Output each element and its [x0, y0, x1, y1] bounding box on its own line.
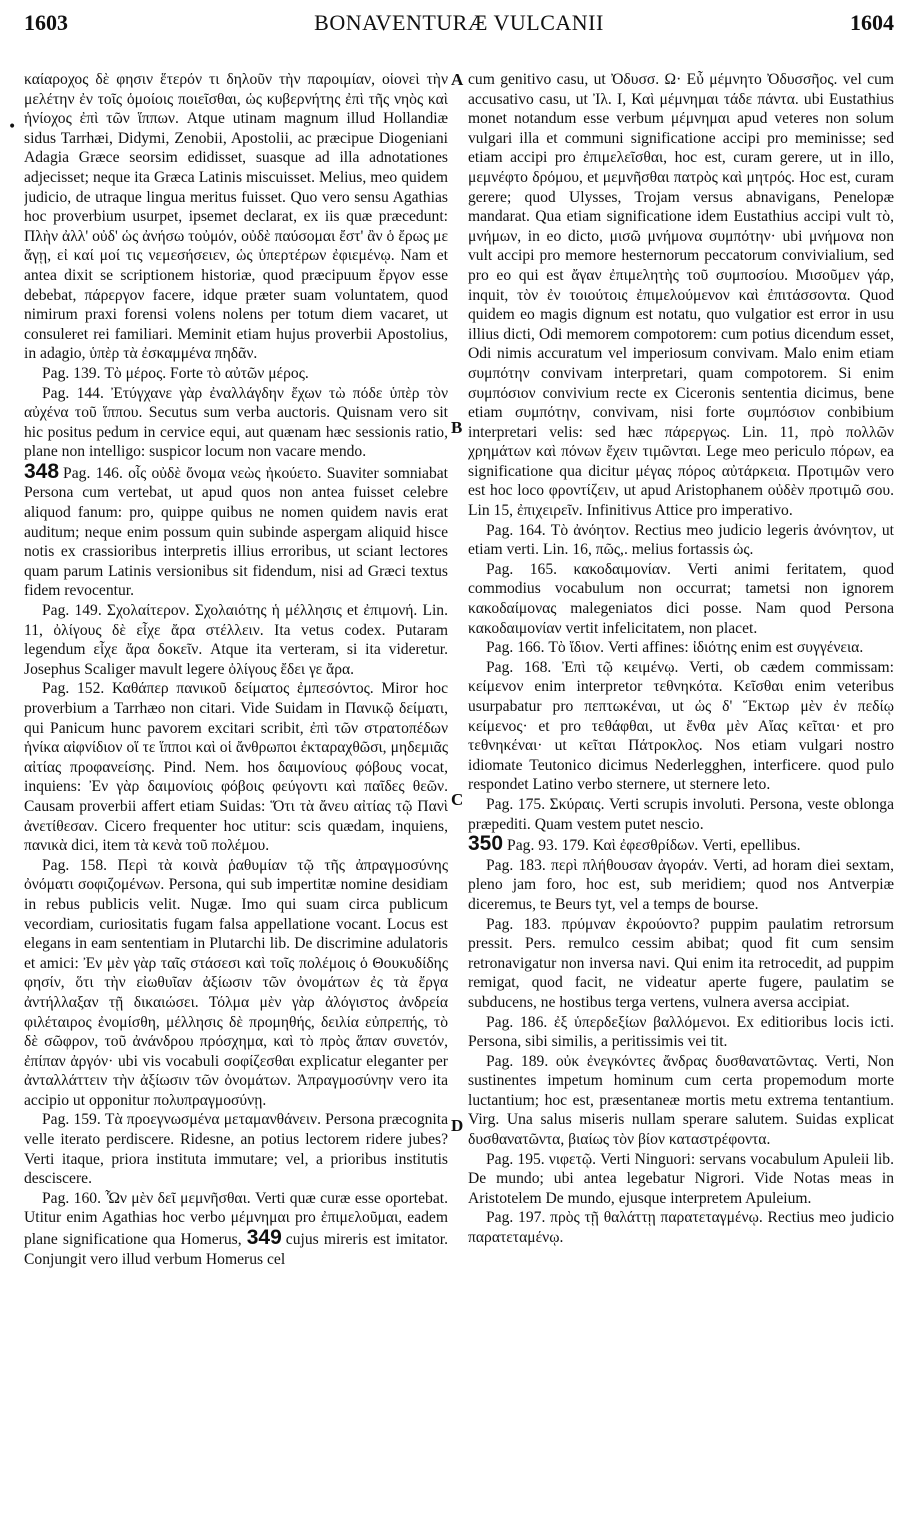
note-paragraph: Pag. 158. Περὶ τὰ κοινὰ ῥαθυμίαν τῷ τῆς ἀπραγμοσύνης ὀνόματι σοφιζομένων. Persona, qui sub impertitæ nomine desidiam in rebus publicis velit. Nugæ. Imo qui suam circa publicum vecordiam, curiositatis fugam falsa appellatione vocant. Locus est elegans in eam sententiam in Plutarchi lib. De discrimine adulatoris et amici: Ἐν μὲν γὰρ ταῖς στάσεσι καὶ τοῖς πολέμοις ὁ Θουκυδίδης φησίν, ὅτι τὴν εἰωθυῖαν ἀξίωσιν τῶν ὀνομάτων ἐς τὰ ἔργα ἀντήλλαξαν τῇ δικαιώσει. Τόλμα μὲν γὰρ ἀλόγιστος ἀνδρεία φιλέταιρος ἐνομίσθη, μέλλησις δὲ προμηθής, δειλία εὐπρεπής, τὸ δὲ σῶφρον, τοῦ ἀνάνδρου πρόσχημα, καὶ τὸ πρὸς ἅπαν συνετόν, ἐπίπαν ἀργόν· ubi vis vocabuli σοφίζεσθαι explicatur eleganter per ἀνταλλάττειν τὴν ἀξίωσιν τῶν ὀνομάτων. Ἀπραγμοσύνην vero ita accipio ut opponitur πολυπραγμοσύνῃ.: [24, 856, 448, 1109]
note-paragraph: Pag. 175. Σκύραις. Verti scrupis involuti. Persona, veste oblonga præpediti. Quam vestem putet nescio.: [468, 795, 894, 833]
section-marker-c: C: [451, 790, 464, 809]
column-number-349: 349: [246, 1226, 282, 1250]
note-paragraph: Pag. 186. ἐξ ὑπερδεξίων βαλλόμενοι. Ex editioribus locis icti. Persona, sibi similis, a peritissimis vei tit.: [468, 1013, 894, 1051]
note-paragraph: Pag. 166. Τὸ ἴδιον. Verti affines: ἰδιότης enim est συγγένεια.: [486, 639, 864, 657]
note-paragraph: Pag. 159. Τὰ προεγνωσμένα μεταμανθάνειν. Persona præcognita velle iterato perdiscere. Ridesne, an potius lectorem ridere jubes? Verti itaque, priora instituta immutare; vel, a prioribus institutis desciscere.: [24, 1111, 448, 1188]
right-column: [468, 70, 894, 1532]
note-paragraph: Pag. 144. Ἐτύγχανε γὰρ ἐναλλάγδην ἔχων τὼ πόδε ὑπὲρ τὸν αὐχένα τοῦ ἵππου. Secutus sum verba auctoris. Quisnam vero sit hic positus pedum in cervice equi, aut quænam hæc sessionis ratio, plane non intelligo: suspicor locum non vacare mendo.: [24, 384, 448, 461]
column-number-348: 348: [24, 459, 60, 483]
note-paragraph: Pag. 183. περὶ πλήθουσαν ἀγοράν. Verti, ad horam diei sextam, pleno jam foro, hoc est, sub meridiem; quod nos Antverpiæ diceremus, te Beurs tyt, vel a temps de bourse.: [468, 856, 894, 913]
note-paragraph: Pag. 139. Τὸ μέρος. Forte τὸ αὐτῶν μέρος.: [42, 364, 309, 382]
note-paragraph: Pag. 152. Καθάπερ πανικοῦ δείματος ἐμπεσόντος. Miror hoc proverbium a Tarrhæo non citari. Vide Suidam in Πανικῷ δείματι, qui Panicum hunc pavorem excitari scribit, ἐπὶ τῶν στρατοπέδων ἡνίκα αἰφνίδιον οἵ τε ἵπποι καὶ οἱ ἄνθρωποι ἐκταραχθῶσι, μηδεμιᾶς αἰτίας προφανείσης. Pind. Nem. hos δαιμονίους φόβους vocat, inquiens: Ἐν γὰρ δαιμονίοις φόβοις φεύγοντι καὶ παῖδες θεῶν. Causam proverbii affert etiam Suidas: Ὅτι τὰ ἄνευ αἰτίας τῷ Πανὶ ἀνετίθεσαν. Cicero frequenter hoc utitur: scis quædam, inquiens, πανικὰ dici, item τὰ κενὰ τοῦ πολέμου.: [24, 680, 448, 855]
note-paragraph: Pag. 189. οὐκ ἐνεγκόντες ἄνδρας δυσθανατῶντας. Verti, Non sustinentes impetum hominum cum certa propemodum morte luctantium; hoc est, præsentaneæ mortis metu extrema tentantium. Virg. Una salus miseris nullam sperare salutem. Suidas explicat δυσθανατῶντα, βιαίως τὸν βίον καταστρέφοντα.: [468, 1052, 894, 1149]
note-paragraph: Pag. 183. πρύμναν ἐκρούοντο? puppim paulatim retrorsum pressit. Pers. remulco cessim abibat; quod fit cum sensim retronavigatur non inversa navi. Qui enim ita retrocedit, ad puppim remigat, quod facit, ne videatur aperte fugere, paulatim se subducens, ne hostibus terga vertens, vulnera aversa accipiat.: [468, 915, 894, 1011]
note-paragraph: Pag. 168. Ἐπὶ τῷ κειμένῳ. Verti, ob cædem commissam: κείμενον enim interpretor τεθνηκότα. Κεῖσθαι enim veteribus usurpabatur pro πεπτωκέναι, ut ὡς δ' Ἕκτωρ μὲν ἐν πεδίῳ κείμενος· et pro τεθάφθαι, ut ἔνθα μὲν Αἴας κεῖται· et pro τεθνηκέναι· ut κεῖται Πάτροκλος. Nos etiam vulgari nostro idiomate Teutonico dicimus Nederlegghen, interficere. quod pulo respondet Latino verbo sternere, ut sternere leto.: [468, 658, 894, 794]
note-paragraph: Pag. 165. κακοδαιμονίαν. Verti animi feritatem, quod commodius vocabulum non occurrat; tametsi non ignorem κακοδαίμονας malegeniatos dici posse. Nam quod Persona κακοδαιμονίαν vertit infelicitatem, non placet.: [468, 560, 894, 637]
note-paragraph: Pag. 197. πρὸς τῇ θαλάττῃ παρατεταγμένῳ. Rectius meo judicio παρατεταμένῳ.: [468, 1209, 894, 1247]
section-marker-b: B: [451, 418, 463, 437]
running-title: BONAVENTURÆ VULCANII: [314, 10, 604, 35]
column-number-350: 350: [468, 832, 504, 856]
note-paragraph: Pag. 195. νιφετῷ. Verti Ninguori: servans vocabulum Apuleii lib. De mundo; ubi antea legebatur Nigrori. Vide Notas meas in Aristotelem De mundo, ejusque interpretem Apuleium.: [468, 1150, 894, 1207]
note-paragraph: Pag. 160. Ὧν μὲν δεῖ μεμνῆσθαι. Verti quæ curæ esse oportebat. Utitur enim Agathias hoc verbo μέμνημαι pro ἐπιμελοῦμαι, eadem plane significatione qua Homerus, 349 cujus mireris est imitator. Conjungit vero illud verbum Homerus cel: [24, 1189, 448, 1268]
note-paragraph: Pag. 164. Τὸ ἀνόητον. Rectius meo judicio legeris ἀνόνητον, ut etiam verti. Lin. 16, πῶς,. melius fortassis ὡς.: [468, 521, 894, 559]
note-paragraph: Pag. 149. Σχολαίτερον. Σχολαιότης ἡ μέλλησις et ἐπιμονή. Lin. 11, ὀλίγους δὲ εἶχε ἄρα στέλλειν. Ita vetus codex. Putaram legendum εἶχε ἄρα δοκεῖν. Atque ita verteram, si ita videretur. Josephus Scaliger mavult legere ὀλίγους ἔδει γε ἄρα.: [24, 602, 448, 678]
left-column-number: 1603: [24, 10, 68, 35]
section-marker-d: D: [451, 1116, 464, 1135]
section-marker-a: A: [451, 70, 464, 89]
note-paragraph: καίαροχος δὲ φησιν ἕτερόν τι δηλοῦν τὴν παροιμίαν, οἱονεὶ τὴν μελέτην ἐν τοῖς ὁμοίοις ποιεῖσθαι, ὡς κυβερνήτης ἐπὶ τῆς νηὸς καὶ ἡνίοχος ἐπὶ τῶν ἵππων. Atque utinam magnum illud Hollandiæ sidus Tarrhæi, Didymi, Zenobii, Apostolii, ac præcipue Diogeniani Adagia Græce seorsim edidisset, suasque ad illa adnotationes adjecisset; neque ita Græca Latinis miscuisset. Melius, meo quidem judicio, de utraque lingua meritus fuisset. Quo vero sensu Agathias hoc proverbium usurpet, ipsemet declarat, ex iis quæ præcedunt: Πλὴν ἀλλ' οὐδ' ὡς ἀνήσω τοὐμόν, οὐδὲ παύσομαι ἔστ' ἂν ὁ ἔρως με ἄγῃ, εἰ καί μοί τις νεμεσήσειεν, ὡς ὑπερτέρων ἐφιεμένῳ. Nam et antea dixit se scriptionem historiæ, quod præcipuum ἔργον esse debebat, πάρεργον facere, idque præter suam voluntatem, quod nimirum praxi forensi volens nolens per totum diem vacaret, ut consuleret rei familiari. Meminit etiam hujus proverbii Apostolius, in adagio, ὑπὲρ τὰ ἐσκαμμένα πηδᾶν.: [24, 71, 448, 363]
page-header: [24, 6, 894, 46]
bullet-mark: •: [8, 119, 17, 135]
right-column-number: 1604: [850, 10, 894, 35]
note-paragraph: 348 Pag. 146. οἷς οὐδὲ ὄνομα νεὼς ἠκούετο. Suaviter somniabat Persona cum vertebat, ut apud quos non antea fuisset celebre aliquod fanum: pro, quippe quibus ne nomen quidem navis erat auditum; neque enim possum quin subinde aspergam aliquid hisce notis ex crassioribus interpretis illius erroribus, ut sciant lectores quam parum Latinis versionibus sit fidendum, nisi ad Græci textus fidem revocentur.: [24, 459, 448, 600]
note-paragraph: cum genitivo casu, ut Ὀδυσσ. Ω· Εὖ μέμνητο Ὀδυσσῆος. vel cum accusativo casu, ut Ἰλ. Ι, Καὶ μέμνημαι τάδε πάντα. ubi Eustathius monet notandum esse verbum μέμνημαι apud veteres non solum vulgari illa et communi significatione accipi pro meminisse; sed etiam accipi pro ἐπιμελεῖσθαι, hoc est, curam gerere, ut in illo, μεμνέφτο δρόμου, et μεμνῆσθαι πατρὸς καὶ μητρός. Hoc est, curam gerere; quod Ulysses, Trojam versus abnavigans, Penelopæ mandarat. Qua etiam significatione idem Eustathius accipi vult τὸ, μνήμων, in eo dicto, μισῶ μνήμονα συμπότην· ubi μνήμονα non vult accipi pro memore hesternorum peccatorum convivialium, sed pro eo qui est ἄγαν ἐπιμελητὴς τοῦ συμποσίου. Μισοῦμεν γάρ, inquit, τὸν ἐν τοιούτοις ἐπιμελούμενον καὶ ἐπιτάσσοντα. Quod quidem eo magis dignum est notatu, quo vulgatior est error in usu illius dicti, Odi memorem compotorem: cum potius dicendum esset, Odi nimis accuratum vel imperiosum convivam. Malo enim etiam συμπότην convivam interpretari, quam compotorem. Si enim συμπόσιον convivium recte ex Ciceronis sententia dicimus, bene etiam συμπότην, convivam, nisi forte συμπόσιον conbibium interpretari velis: sed hæc πάρεργως. Lin. 11, πρὸ πολλῶν χρημάτων καὶ πόνων ἔχειν τιμῶνται. Lege meo periculo πόρων, ea significatione qua dicitur μέγας πόρος αὐτάρκεια. Προτιμῶν vero est hoc loco φροντίζειν, ut apud Aristophanem οὐδὲν προτιμῶ σου. Lin 15, ἐπιχειρεῖν. Infinitivus Attice pro imperativo.: [468, 71, 894, 520]
left-column: [24, 70, 448, 1532]
note-paragraph: 350 Pag. 93. 179. Καὶ ἐφεσθρίδων. Verti, epellibus.: [468, 832, 801, 856]
